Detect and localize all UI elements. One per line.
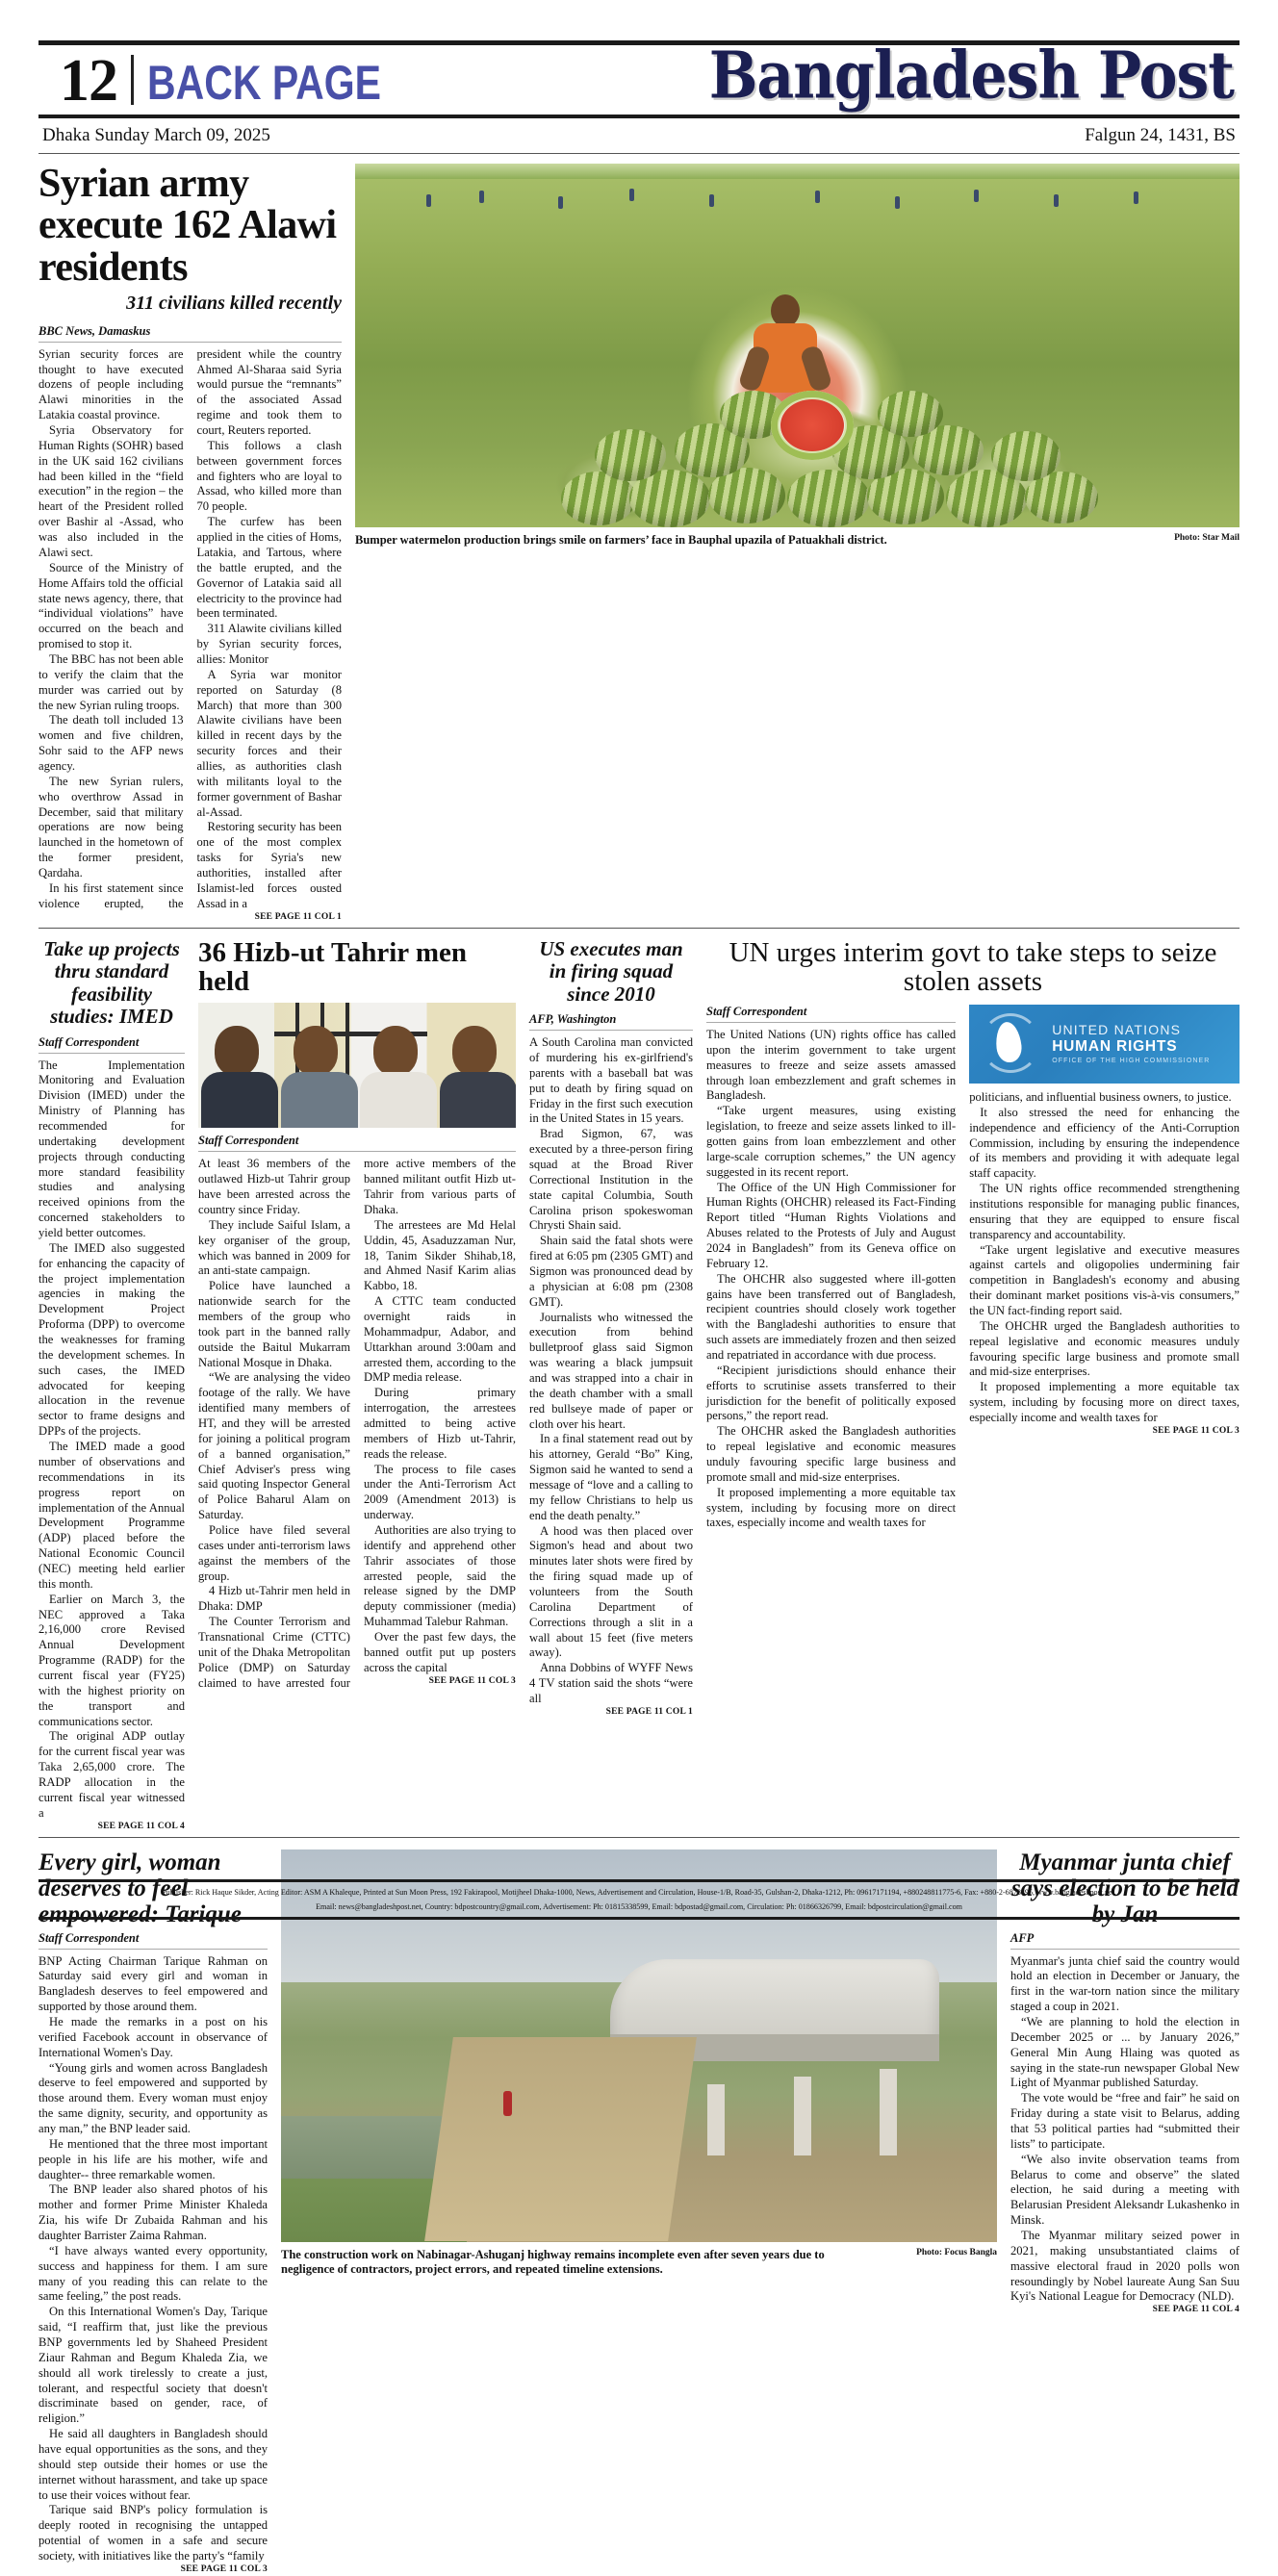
hizb-byline: Staff Correspondent xyxy=(198,1134,516,1152)
paragraph: Journalists who witnessed the execution from behind bulletproof glass said Sigmon was wearing a black jumpsuit and was strapped into a chair in the death chamber with a small red bullseye made of paper or cloth over his heart. xyxy=(529,1310,693,1431)
paragraph: The IMED made a good number of observations and recommendations in its progress report on implementation of the Annual Development Programme (ADP) placed before the National Economic Council (NEC) meeting held earlier this month. xyxy=(38,1440,185,1591)
paragraph: “We also invite observation teams from Belarus to come and observe” the slated election, he said during a meeting with Belarusian President Aleksandr Lukashenko in Minsk. xyxy=(1010,2152,1240,2228)
paragraph: The UN rights office recommended strengthening institutions responsible for managing public finances, ensuring that they are equipped to ensure fiscal transparency and accountability. xyxy=(969,1182,1240,1241)
paragraph: It also stressed the need for enhancing the independence and efficiency of the Anti-Corruption Commission, including by ensuring the independence of its members and providing it with adequate legal staff capacity. xyxy=(969,1105,1240,1181)
paragraph: The Counter Terrorism and Transnational Crime (CTTC) unit of the Dhaka Metropolitan Police (DMP) on Saturday claimed to have arrested four more active members of the banned militant outfit Hizb ut-Tahrir from various parts of Dhaka. xyxy=(198,1157,516,1690)
paragraph: The OHCHR asked the Bangladesh authorities to repeal legislative and economic measures unduly favouring specific large business and promote small and mid-size enterprises. xyxy=(706,1424,957,1484)
highway-photo-block xyxy=(281,1849,997,2576)
photo-person-4 xyxy=(440,1026,510,1128)
section-title: BACK PAGE xyxy=(147,56,381,110)
paragraph: The Implementation Monitoring and Evaluation Division (IMED) under the Ministry of Planning has recommended for undertaking development projects through conducting more standard feasibility studies and analysing received opinions from the concerned stakeholders to yield better outcomes. xyxy=(38,1058,185,1240)
top-story-photo-block xyxy=(355,164,1240,924)
paragraph: The OHCHR urged the Bangladesh authorities to repeal legislative and economic measures unduly favouring specific large business and promote small and mid-size enterprises. xyxy=(969,1318,1240,1379)
paragraph: 311 Alawite civilians killed by Syrian security forces, allies: Monitor xyxy=(196,622,342,666)
photo-person-red xyxy=(503,2091,512,2116)
paragraph: “We are planning to hold the election in December 2025 or ... by January 2026,” General Min Aung Hlaing was quoted as saying in the state-run newspaper Global New Light of Myanmar published Saturday. xyxy=(1010,2014,1240,2090)
photo-person-1 xyxy=(201,1026,271,1128)
un-column-left xyxy=(706,1005,956,1531)
photo-cut-watermelon xyxy=(771,391,854,460)
us-exec-body xyxy=(529,1035,693,1719)
paragraph: A South Carolina man convicted of murdering his ex-girlfriend's parents with a baseball bat was put to death by firing squad on Friday in the first such execution in the United States in 15 years. xyxy=(529,1035,693,1126)
us-exec-byline: AFP, Washington xyxy=(529,1012,693,1031)
publication-logo: Bangladesh Post xyxy=(708,38,1234,115)
un-body-right xyxy=(969,1084,1240,1438)
un-body-left xyxy=(706,1028,956,1531)
paragraph: He made the remarks in a post on his verified Facebook account in observance of International Women's Day. xyxy=(38,2014,268,2059)
paragraph: The Office of the UN High Commissioner for Human Rights (OHCHR) released its Fact-Finding Report titled “Human Rights Violations and Abuses related to the Protests of July and August 2024 in Bangladesh” from its Geneva office on February 12. xyxy=(706,1180,957,1270)
paragraph: Shain said the fatal shots were fired at 6:05 pm (2305 GMT) and Sigmon was pronounced dead by a physician at 6:08 pm (2308 GMT). xyxy=(529,1234,693,1309)
tarique-headline[interactable]: Every girl, woman deserves to feel empowered: Tarique xyxy=(38,1849,242,1927)
paragraph: Police have filed several cases under anti-terrorism laws against the members of the group. xyxy=(198,1523,350,1583)
paragraph: Brad Sigmon, 67, was executed by a three-person firing squad at the Broad River Correctional Institution in the state capital Columbia, South Carolina prison spokeswoman Chrysti Shain said. xyxy=(529,1127,693,1233)
paragraph: The arrestees are Md Helal Uddin, 45, Asaduzzaman Nur, 18, Tanim Sikder Shihab,18, and Ahmed Nasif Karim alias Kabbo, 18. xyxy=(364,1217,516,1293)
imed-byline: Staff Correspondent xyxy=(38,1035,185,1054)
paragraph: The OHCHR also suggested where ill-gotten gains have been transferred out of Bangladesh, recipient countries should closely work together with the Bangladeshi authorities to ensure that such assets are immediately frozen and then seized and repatriated in accordance with due process. xyxy=(706,1271,957,1363)
paragraph: “Recipient jurisdictions should enhance their efforts to scrutinise assets transferred to their jurisdiction for the benefit of politically exposed persons,” the report read. xyxy=(706,1363,957,1423)
article-imed xyxy=(38,938,185,1833)
paragraph: “I have always wanted every opportunity, success and happiness for them. I am sure many of you reading this can relate to the same feeling,” the post reads. xyxy=(38,2243,268,2304)
us-exec-headline[interactable]: US executes man in firing squad since 2010 xyxy=(539,936,683,1006)
bottom-zone xyxy=(38,1838,1240,2576)
paragraph: A hood was then placed over Sigmon's head and about two minutes later shots were fired by the firing squad made up of volunteers from the South Carolina Department of Corrections through a slit in a wall about 15 feet (five meters away). xyxy=(529,1523,693,1660)
photo-person-2 xyxy=(281,1026,351,1128)
hizb-headline[interactable]: 36 Hizb-ut Tahrir men held xyxy=(198,936,468,997)
paragraph: On this International Women's Day, Tarique said, “I reaffirm that, just like the previous BNP governments led by Shaheed President Ziaur Rahman and Begum Khaleda Zia, we should all work tirelessly to create a just, tolerant, and respectful society that doesn't discriminate based on gender, race, of religion.” xyxy=(38,2305,268,2426)
un-logo-line1: UNITED NATIONS xyxy=(1052,1021,1182,1037)
paragraph: The IMED also suggested for enhancing the capacity of the project implementation agencies in making the Development Project Proforma (DPP) to overcome the weaknesses for framing the development schemes. In such cases, the IMED advocated for keeping allocation in the revenue sector to frame designs and DPPs of the projects. xyxy=(38,1240,185,1439)
paragraph: Anna Dobbins of WYFF News 4 TV station said the shots “were all xyxy=(529,1661,693,1706)
paragraph: Myanmar's junta chief said the country would hold an election in December or January, the first in the war-torn nation since the military staged a coup in 2021. xyxy=(1010,1953,1240,2014)
paragraph: “Take urgent measures, using existing legislation, to freeze and seize assets linked to ill-gotten gains from loan embezzlement and other large-scale corruption schemes,” the UN agency suggested in its recent report. xyxy=(706,1104,957,1179)
paragraph: Syria Observatory for Human Rights (SOHR) based in the UK said 162 civilians had been killed in the “field execution” in the region – the heart of the President rolled over Bashir al -Assad, who was also included in the Alawi sect. xyxy=(38,423,184,559)
top-story-body xyxy=(38,347,342,924)
un-logo-line2: HUMAN RIGHTS xyxy=(1052,1037,1178,1055)
dateline-bengali: Falgun 24, 1431, BS xyxy=(1085,125,1236,145)
top-story-zone xyxy=(38,154,1240,924)
masthead xyxy=(38,38,1240,115)
paragraph: A CTTC team conducted overnight raids in Mohammadpur, Adabor, and Uttarkhan around 3:00am and arrested them, according to the DMP media release. xyxy=(364,1294,516,1385)
jump-line[interactable]: SEE PAGE 11 COL 1 xyxy=(254,911,342,922)
footer-bottom-rule xyxy=(38,1917,1240,1920)
jump-line[interactable]: SEE PAGE 11 COL 1 xyxy=(605,1706,693,1717)
paragraph: The vote would be “free and fair” he said on Friday during a state visit to Belarus, adding that 53 political parties had “submitted their lists” to participate. xyxy=(1010,2091,1240,2151)
paragraph: The Myanmar military seized power in 2021, making unsubstantiated claims of massive electoral fraud in 2020 polls won resoundingly by Nobel laureate Aung San Suu Kyi's National League for Democracy (NLD). xyxy=(1010,2228,1240,2304)
tarique-body xyxy=(38,1954,268,2576)
photo-watermelon-pile xyxy=(550,383,1115,527)
tarique-byline: Staff Correspondent xyxy=(38,1931,268,1950)
paragraph: Restoring security has been one of the most complex tasks for Syria's new authorities, installed after Islamist-led forces ousted Assad in a xyxy=(196,820,342,910)
myanmar-headline[interactable]: Myanmar junta chief says election to be held by Jan xyxy=(1010,1849,1240,1927)
paragraph: A Syria war monitor reported on Saturday (8 March) that more than 300 Alawite civilians have been killed in recent days by the security forces and their allies, as authorities clash with militants loyal to the former government of Bashar al-Assad. xyxy=(196,667,342,819)
jump-line[interactable]: SEE PAGE 11 COL 3 xyxy=(1152,1425,1240,1436)
page-number: 12 xyxy=(60,48,117,114)
paragraph: It proposed implementing a more equitable tax system, including by focusing more on direct taxes, especially income and wealth taxes for xyxy=(706,1485,957,1530)
paragraph: “We are analysing the video footage of the rally. We have identified many members of HT, and they will be arrested for joining a political program of a banned organisation,” Chief Adviser's press wing said quoting Inspector General of Police Baharul Alam on Saturday. xyxy=(198,1370,350,1522)
un-column-right xyxy=(969,1005,1240,1531)
masthead-divider xyxy=(131,55,134,105)
paragraph: It proposed implementing a more equitable tax system, including by focusing more on direct taxes, especially income and wealth taxes for xyxy=(969,1380,1240,1425)
paragraph: He mentioned that the three most important people in his life are his mother, wife and daughter-- three remarkable women. xyxy=(38,2136,268,2181)
un-human-rights-logo xyxy=(969,1005,1240,1084)
dateline xyxy=(38,118,1240,153)
imed-headline[interactable]: Take up projects thru standard feasibility studies: IMED xyxy=(43,936,180,1029)
jump-line[interactable]: SEE PAGE 11 COL 3 xyxy=(428,1675,516,1686)
imed-body xyxy=(38,1058,185,1833)
top-story-kicker: 311 civilians killed recently xyxy=(126,292,342,314)
paragraph: At least 36 members of the outlawed Hizb-ut Tahrir group have been arrested across the country since Friday. xyxy=(198,1157,350,1216)
paragraph: They include Saiful Islam, a key organiser of the group, which was banned in 2009 for an anti-state campaign. xyxy=(198,1217,350,1278)
watermelon-field-photo xyxy=(355,164,1240,527)
footer-imprint-line2: Email: news@bangladeshpost.net, Country: bdpostcountry@gmail.com, Advertisement: Ph: 01815338599, Email: bdpostad@gmail.com, Circulation: Ph: 01866326799, Email: bdpostcirculation@gmail.com xyxy=(316,1902,962,1912)
paragraph: The new Syrian rulers, who overthrow Assad in December, said that military operations are now being launched in the hometown of the former president, Qardaha. xyxy=(38,774,184,880)
top-story-byline: BBC News, Damaskus xyxy=(38,324,342,343)
paragraph: politicians, and influential business owners, to justice. xyxy=(969,1089,1232,1104)
photo-pillar-3 xyxy=(707,2084,725,2155)
photo-pillar-2 xyxy=(794,2077,811,2155)
paragraph: Over the past few days, the banned outfit put up posters across the capital xyxy=(364,1630,516,1674)
paragraph: During primary interrogation, the arrestees admitted to being active members of Hizb ut-Tahrir, reads the release. xyxy=(364,1386,516,1461)
paragraph: 4 Hizb ut-Tahrir men held in Dhaka: DMP xyxy=(198,1584,350,1614)
top-photo-credit: Photo: Star Mail xyxy=(1174,533,1240,543)
paragraph: This follows a clash between government forces and fighters who are loyal to Assad, who killed more than 70 people. xyxy=(196,438,342,514)
photo-person-3 xyxy=(360,1026,430,1128)
paragraph: “Young girls and women across Bangladesh deserve to feel empowered and supported by those around them. Every woman must enjoy the same dignity, security, and opportunity as any man,” the BNP leader said. xyxy=(38,2060,268,2135)
paragraph: The process to file cases under the Anti-Terrorism Act 2009 (Amendment 2013) is underway. xyxy=(364,1462,516,1522)
top-story-text xyxy=(38,164,342,924)
un-logo-line3: OFFICE OF THE HIGH COMMISSIONER xyxy=(1052,1057,1211,1064)
footer-imprint-line1: Publisher: Rick Haque Sikder, Acting Editor: ASM A Khaleque, Printed at Sun Moon Press, 192 Fakirapool, Motijheel Dhaka-1000, News, Advertisement and Circulation, House-1/B, Road-35, Gulshan-2, Dhaka-1212, Ph: 09617171194, +880248811775-6, Fax: +880-2-6878495, www.bangladeshpost.net, xyxy=(162,1887,1116,1897)
paragraph: The death toll included 13 women and five children, Sohr said to the AFP news agency. xyxy=(38,713,184,773)
paragraph: Source of the Ministry of Home Affairs told the official state news agency, there, that “individual violations” have occurred on the beach and promised to stop it. xyxy=(38,560,184,651)
paragraph: In a final statement read out by his attorney, Gerald “Bo” King, Sigmon said he wanted to send a message of “love and a calling to my fellow Christians to help us end the death penalty.” xyxy=(529,1432,693,1522)
paragraph: “Take urgent legislative and executive measures against cartels and oligopolies undermining fair competition in Bangladesh's economy and abusing their dominant market positions vis-à-vis consumers,” the UN fact-finding report said. xyxy=(969,1242,1240,1318)
paragraph: Syrian security forces are thought to have executed dozens of people including Alawi minorities in the Latakia coastal province. xyxy=(38,346,184,422)
myanmar-body xyxy=(1010,1954,1240,2317)
jump-line[interactable]: SEE PAGE 11 COL 4 xyxy=(1152,2305,1240,2315)
paragraph: The United Nations (UN) rights office has called upon the interim government to take urgent measures to freeze and seize assets amassed through loan embezzlement and graft schemes in Bangladesh. xyxy=(706,1027,957,1103)
article-us-execution xyxy=(529,938,693,1833)
jump-line[interactable]: SEE PAGE 11 COL 3 xyxy=(180,2563,268,2574)
page-footer xyxy=(38,1879,1240,1920)
paragraph: The original ADP outlay for the current fiscal year was Taka 2,65,000 crore. The RADP allocation in the current fiscal year witnessed a xyxy=(38,1729,185,1820)
myanmar-byline: AFP xyxy=(1010,1931,1240,1950)
article-tarique xyxy=(38,1849,268,2576)
paragraph: Authorities are also trying to identify and apprehend other Tahrir associates of those arrested people, said the release signed by the DMP deputy commissioner (media) Muhammad Talebur Rahman. xyxy=(364,1523,516,1629)
bottom-photo-credit: Photo: Focus Bangla xyxy=(916,2247,997,2257)
paragraph: Earlier on March 3, the NEC approved a Taka 2,16,000 crore Revised Annual Development Programme (RADP) for the current fiscal year (FY25) with the highest priority on the transport and communications sector. xyxy=(38,1592,185,1728)
paragraph: He said all daughters in Bangladesh should have equal opportunities as the sons, and they should step outside their homes or use the internet without harassment, and take up space to use their voices without fear. xyxy=(38,2427,268,2502)
paragraph: BNP Acting Chairman Tarique Rahman on Saturday said every girl and woman in Bangladesh deserves to feel empowered and supported by those around them. xyxy=(38,1953,268,2014)
top-photo-caption: Bumper watermelon production brings smile on farmers’ face in Bauphal upazila of Patuakhali district. xyxy=(355,533,887,547)
paragraph: The BBC has not been able to verify the claim that the murder was carried out by the new Syrian ruling troops. xyxy=(38,651,184,712)
dateline-gregorian: Dhaka Sunday March 09, 2025 xyxy=(42,125,270,145)
photo-pillar-1 xyxy=(880,2069,897,2155)
article-hizb-ut-tahrir xyxy=(198,938,516,1833)
paragraph: Police have launched a nationwide search for the members of the group who took part in the banned rally outside the Baitul Mukarram National Mosque in Dhaka. xyxy=(198,1279,350,1369)
paragraph: The BNP leader also shared photos of his mother and former Prime Minister Khaleda Zia, his wife Dr Zubaida Rahman and his daughter Barrister Zaima Rahman. xyxy=(38,2182,268,2242)
paragraph: Tarique said BNP's policy formulation is deeply rooted in recognising the untapped potential of women in a safe and secure society, with initiatives like the party's “family xyxy=(38,2503,268,2563)
paragraph: The curfew has been applied in the cities of Homs, Latakia, and Tartous, where the battle erupted, and the Governor of Latakia said all electricity to the province had been terminated. xyxy=(196,515,342,621)
bottom-photo-caption: The construction work on Nabinagar-Ashuganj highway remains incomplete even after seven years due to negligence of contractors, project errors, and repeated timeline extensions. xyxy=(281,2247,825,2277)
photo-distant-figures xyxy=(355,181,1240,225)
mid-zone xyxy=(38,929,1240,1833)
jump-line[interactable]: SEE PAGE 11 COL 4 xyxy=(97,1821,185,1831)
arrested-men-photo xyxy=(198,1003,516,1128)
article-un-assets xyxy=(706,938,1240,1833)
hizb-body xyxy=(198,1157,516,1691)
un-headline[interactable]: UN urges interim govt to take steps to seize stolen assets xyxy=(728,936,1217,998)
un-byline: Staff Correspondent xyxy=(706,1005,956,1023)
article-myanmar xyxy=(1010,1849,1240,2576)
paragraph: In his first statement since violence erupted, the president while the country Ahmed Al-Sharaa said Syria would pursue the “remnants” of the associated Assad regime and took them to court, Reuters reported. xyxy=(38,346,342,910)
photo-horizon xyxy=(355,164,1240,179)
photo-dirt-path xyxy=(424,2037,697,2241)
top-story-headline[interactable]: Syrian army execute 162 Alawi residents xyxy=(38,162,337,290)
